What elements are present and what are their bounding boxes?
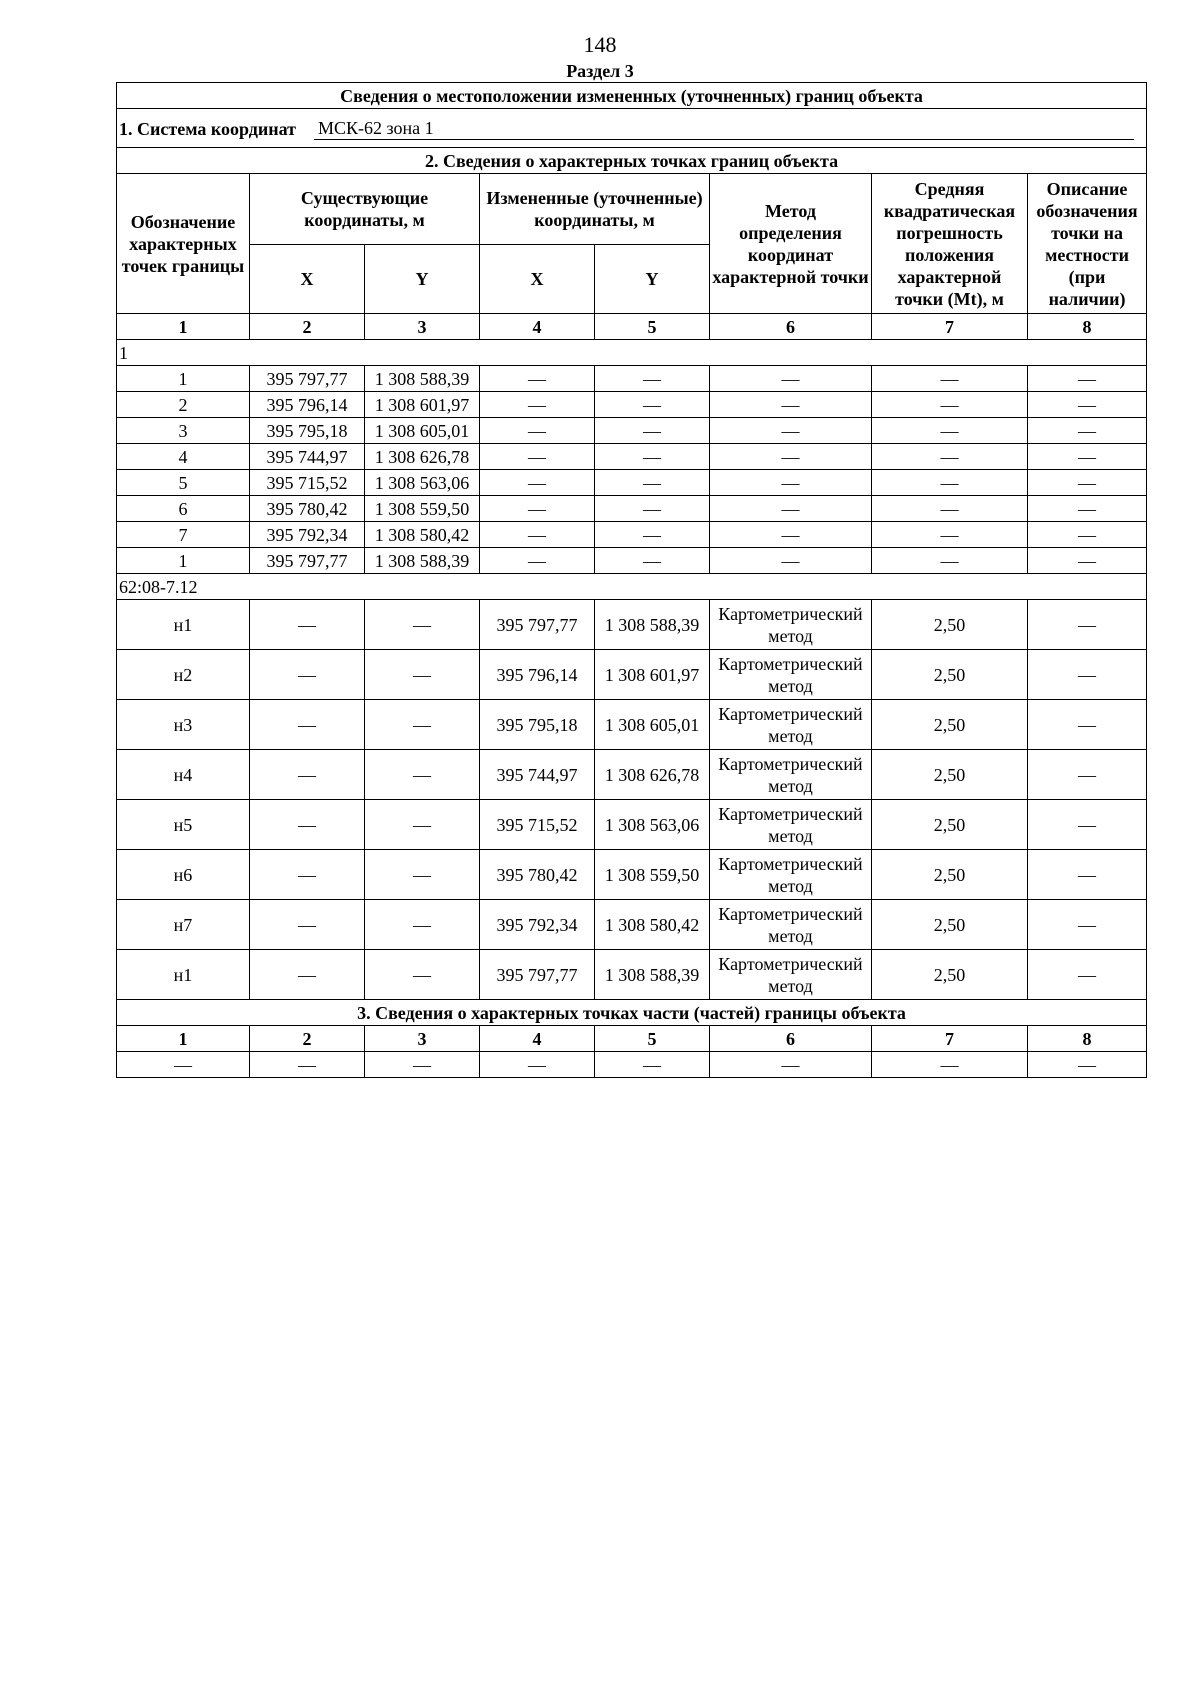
coord-system-row — [117, 109, 1147, 148]
table-cell: 1 — [117, 548, 250, 574]
table-cell: — — [250, 600, 365, 650]
table-cell: Картометрический метод — [710, 750, 872, 800]
table-cell: — — [365, 750, 480, 800]
column-number: 8 — [1028, 314, 1147, 340]
table-cell: 1 308 559,50 — [365, 496, 480, 522]
table-cell: — — [595, 418, 710, 444]
header-designation: Обозначение характерных точек границы — [117, 174, 250, 314]
table-cell: — — [480, 548, 595, 574]
table-cell: — — [1028, 392, 1147, 418]
table-cell: 2,50 — [872, 650, 1028, 700]
table-cell: — — [1028, 800, 1147, 850]
table-cell: 1 308 588,39 — [595, 950, 710, 1000]
table-row — [117, 600, 1147, 650]
table-cell: 1 308 605,01 — [595, 700, 710, 750]
header-existing-x: X — [250, 245, 365, 314]
table-cell: 4 — [117, 444, 250, 470]
table-cell: — — [365, 900, 480, 950]
table-row — [117, 496, 1147, 522]
table-cell: 395 715,52 — [480, 800, 595, 850]
table-cell: 1 308 626,78 — [595, 750, 710, 800]
table-cell: н1 — [117, 600, 250, 650]
table-cell: — — [872, 548, 1028, 574]
column-number: 4 — [480, 314, 595, 340]
table-row — [117, 366, 1147, 392]
table-cell: 395 780,42 — [250, 496, 365, 522]
table-cell: Картометрический метод — [710, 600, 872, 650]
table-cell: — — [1028, 548, 1147, 574]
table-cell: — — [872, 392, 1028, 418]
column-number: 5 — [595, 314, 710, 340]
table-cell: — — [1028, 850, 1147, 900]
table-cell: — — [480, 496, 595, 522]
table-cell: — — [117, 1052, 250, 1078]
table-cell: — — [480, 522, 595, 548]
table-cell: 395 792,34 — [250, 522, 365, 548]
table-cell: 6 — [117, 496, 250, 522]
column-number: 7 — [872, 314, 1028, 340]
table-cell: — — [595, 548, 710, 574]
header-changed-x: X — [480, 245, 595, 314]
table-cell: — — [1028, 496, 1147, 522]
table-row — [117, 900, 1147, 950]
table-cell: — — [710, 522, 872, 548]
table-cell: 1 308 588,39 — [365, 366, 480, 392]
table-cell: — — [250, 800, 365, 850]
table-cell: — — [595, 366, 710, 392]
table-cell: — — [480, 1052, 595, 1078]
table-cell: — — [872, 522, 1028, 548]
table-cell: 395 797,77 — [250, 548, 365, 574]
boundary-table — [116, 82, 1147, 1078]
table-cell: н6 — [117, 850, 250, 900]
table-cell: 395 796,14 — [480, 650, 595, 700]
table-cell: — — [872, 418, 1028, 444]
table-cell: — — [480, 392, 595, 418]
table-cell: — — [1028, 470, 1147, 496]
column-number: 7 — [872, 1026, 1028, 1052]
table-cell: — — [595, 496, 710, 522]
header-existing-y: Y — [365, 245, 480, 314]
table-cell: — — [710, 392, 872, 418]
table-cell: 1 308 588,39 — [365, 548, 480, 574]
table-cell: — — [480, 418, 595, 444]
table-cell: — — [710, 470, 872, 496]
table-cell: 1 308 601,97 — [365, 392, 480, 418]
table-cell: 2,50 — [872, 800, 1028, 850]
subsection3-title-row — [117, 1000, 1147, 1026]
table-cell: 395 792,34 — [480, 900, 595, 950]
table-row — [117, 950, 1147, 1000]
table-cell: — — [480, 470, 595, 496]
table-cell: — — [250, 750, 365, 800]
table-cell: — — [250, 1052, 365, 1078]
column-number: 5 — [595, 1026, 710, 1052]
table-cell: — — [872, 366, 1028, 392]
table-cell: 395 715,52 — [250, 470, 365, 496]
column-number: 8 — [1028, 1026, 1147, 1052]
table-cell: — — [365, 950, 480, 1000]
header-method: Метод определения координат характерной точки — [710, 174, 872, 314]
coord-system-label: 1. Система координат — [119, 118, 296, 139]
header-error: Средняя квадратическая погрешность положения характерной точки (Mt), м — [872, 174, 1028, 314]
page-number: 148 — [583, 32, 617, 57]
table-cell: — — [250, 850, 365, 900]
table-cell: 2,50 — [872, 700, 1028, 750]
column-number: 2 — [250, 1026, 365, 1052]
group1-label: 1 — [117, 340, 1147, 366]
table-cell: — — [1028, 700, 1147, 750]
table-cell: 395 744,97 — [250, 444, 365, 470]
column-number: 6 — [710, 1026, 872, 1052]
table-cell: Картометрический метод — [710, 950, 872, 1000]
table-row — [117, 470, 1147, 496]
table-row — [117, 850, 1147, 900]
table-cell: 395 744,97 — [480, 750, 595, 800]
table-cell: 395 797,77 — [480, 950, 595, 1000]
table-row — [117, 548, 1147, 574]
column-number: 6 — [710, 314, 872, 340]
table-cell: — — [250, 900, 365, 950]
table-cell: — — [595, 522, 710, 548]
table-cell: 1 308 563,06 — [595, 800, 710, 850]
table-cell: н5 — [117, 800, 250, 850]
table-row — [117, 700, 1147, 750]
table-cell: — — [1028, 950, 1147, 1000]
table-cell: — — [480, 444, 595, 470]
table-cell: — — [1028, 600, 1147, 650]
table-cell: — — [480, 366, 595, 392]
table-cell: 395 797,77 — [480, 600, 595, 650]
table-row — [117, 1052, 1147, 1078]
column-number: 1 — [117, 1026, 250, 1052]
column-number: 3 — [365, 314, 480, 340]
header-description: Описание обозначения точки на местности (при наличии) — [1028, 174, 1147, 314]
table-cell: Картометрический метод — [710, 700, 872, 750]
table-cell: 7 — [117, 522, 250, 548]
subsection3-title: 3. Сведения о характерных точках части (частей) границы объекта — [117, 1000, 1147, 1026]
table-cell: 2 — [117, 392, 250, 418]
column-number: 4 — [480, 1026, 595, 1052]
coord-system-value: МСК-62 зона 1 — [314, 117, 1134, 140]
header-changed: Измененные (уточненные) координаты, м — [480, 174, 710, 245]
table-cell: — — [1028, 650, 1147, 700]
table-cell: 1 308 601,97 — [595, 650, 710, 700]
table-cell: — — [710, 496, 872, 522]
table-cell: — — [365, 800, 480, 850]
table-title: Сведения о местоположении измененных (уточненных) границ объекта — [117, 83, 1147, 109]
column-numbers-row — [117, 1026, 1147, 1052]
header-changed-y: Y — [595, 245, 710, 314]
table-cell: 1 — [117, 366, 250, 392]
table-cell: — — [1028, 366, 1147, 392]
table-cell: — — [710, 548, 872, 574]
table-cell: — — [872, 470, 1028, 496]
table-cell: — — [595, 444, 710, 470]
table-cell: 5 — [117, 470, 250, 496]
table-cell: 2,50 — [872, 850, 1028, 900]
table-cell: — — [872, 496, 1028, 522]
table-cell: Картометрический метод — [710, 650, 872, 700]
table-cell: — — [365, 650, 480, 700]
table-row — [117, 392, 1147, 418]
table-cell: 2,50 — [872, 600, 1028, 650]
column-numbers-row — [117, 314, 1147, 340]
table-cell: — — [250, 700, 365, 750]
table-cell: 395 780,42 — [480, 850, 595, 900]
column-number: 2 — [250, 314, 365, 340]
table-cell: — — [1028, 418, 1147, 444]
column-number: 3 — [365, 1026, 480, 1052]
table-cell: — — [250, 650, 365, 700]
table-cell: 3 — [117, 418, 250, 444]
table-row — [117, 650, 1147, 700]
group2-label: 62:08-7.12 — [117, 574, 1147, 600]
table-cell: 395 795,18 — [480, 700, 595, 750]
table-cell: 395 796,14 — [250, 392, 365, 418]
table-cell: 395 797,77 — [250, 366, 365, 392]
table-cell: — — [1028, 1052, 1147, 1078]
table-cell: 2,50 — [872, 950, 1028, 1000]
table-cell: — — [1028, 750, 1147, 800]
table-cell: — — [872, 444, 1028, 470]
table-row — [117, 522, 1147, 548]
group2-label-row — [117, 574, 1147, 600]
table-cell: Картометрический метод — [710, 900, 872, 950]
header-existing: Существующие координаты, м — [250, 174, 480, 245]
table-cell: — — [595, 392, 710, 418]
table-cell: — — [1028, 522, 1147, 548]
table-cell: — — [595, 1052, 710, 1078]
table-row — [117, 444, 1147, 470]
table-cell: 1 308 559,50 — [595, 850, 710, 900]
table-row — [117, 800, 1147, 850]
section-title: Раздел 3 — [566, 61, 634, 81]
table-cell: 395 795,18 — [250, 418, 365, 444]
table-cell: 1 308 626,78 — [365, 444, 480, 470]
table-cell: н4 — [117, 750, 250, 800]
table-cell: — — [872, 1052, 1028, 1078]
subsection2-title: 2. Сведения о характерных точках границ объекта — [117, 148, 1147, 174]
column-number: 1 — [117, 314, 250, 340]
table-cell: — — [1028, 900, 1147, 950]
table-cell: н3 — [117, 700, 250, 750]
table-cell: Картометрический метод — [710, 800, 872, 850]
table-cell: н7 — [117, 900, 250, 950]
table-cell: 1 308 563,06 — [365, 470, 480, 496]
table-cell: Картометрический метод — [710, 850, 872, 900]
table-cell: — — [365, 700, 480, 750]
table-cell: 2,50 — [872, 750, 1028, 800]
table-cell: — — [595, 470, 710, 496]
table-cell: — — [710, 1052, 872, 1078]
table-cell: — — [710, 418, 872, 444]
table-row — [117, 750, 1147, 800]
table-row — [117, 418, 1147, 444]
table-cell: — — [365, 850, 480, 900]
table-cell: — — [250, 950, 365, 1000]
table-cell: — — [710, 366, 872, 392]
table-cell: 2,50 — [872, 900, 1028, 950]
table-cell: н2 — [117, 650, 250, 700]
table-cell: 1 308 580,42 — [365, 522, 480, 548]
table-cell: н1 — [117, 950, 250, 1000]
table-cell: — — [365, 600, 480, 650]
table-cell: — — [1028, 444, 1147, 470]
group1-label-row — [117, 340, 1147, 366]
table-cell: 1 308 580,42 — [595, 900, 710, 950]
table-cell: 1 308 588,39 — [595, 600, 710, 650]
table-cell: — — [710, 444, 872, 470]
table-cell: — — [365, 1052, 480, 1078]
table-cell: 1 308 605,01 — [365, 418, 480, 444]
